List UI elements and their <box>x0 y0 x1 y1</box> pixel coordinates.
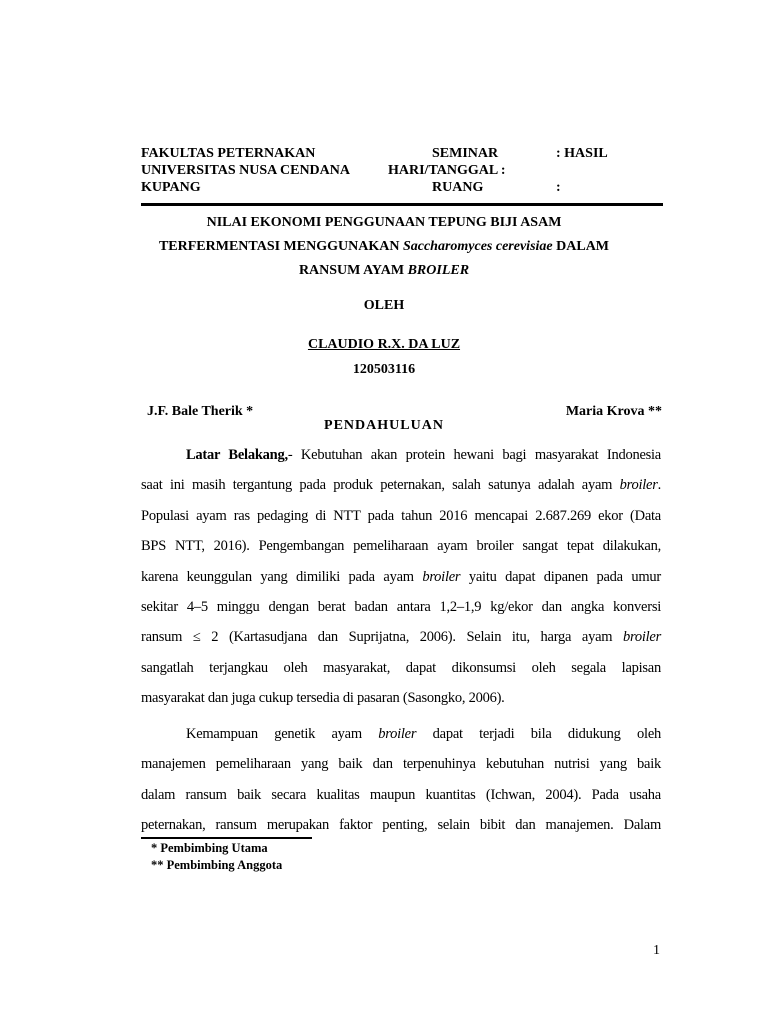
p2-line-4: peternakan, ransum merupakan faktor penting, selain bibit dan manajemen. Dalam <box>141 817 661 834</box>
p1-line-3: Populasi ayam ras pedaging di NTT pada tahun 2016 mencapai 2.687.269 ekor (Data <box>141 507 661 524</box>
p2-line-1 <box>141 719 661 749</box>
p2-line-1-end: dapat terjadi bila didukung oleh <box>416 726 662 742</box>
p1-line-5-end: yaitu dapat dipanen pada umur <box>460 568 661 585</box>
broiler-term: broiler <box>378 726 417 742</box>
title-line-3 <box>0 263 768 279</box>
p1-line-8: sangatlah terjangkau oleh masyarakat, dapat dikonsumsi oleh segala lapisan <box>141 659 661 676</box>
paragraph-2 <box>141 719 661 841</box>
date-label: HARI/TANGGAL : <box>388 163 506 178</box>
p1-line-5-text: karena keunggulan yang dimiliki pada ayam <box>141 568 423 585</box>
broiler-term: broiler <box>623 629 661 646</box>
title-line-1: NILAI EKONOMI PENGGUNAAN TEPUNG BIJI ASAM <box>206 215 562 230</box>
section-title: PENDAHULUAN <box>324 418 444 433</box>
p1-line-9: masyarakat dan juga cukup tersedia di pasaran (Sasongko, 2006). <box>141 690 505 707</box>
broiler-term: broiler <box>422 568 461 585</box>
p1-line-4: BPS NTT, 2016). Pengembangan pemeliharaan ayam broiler sangat tepat dilakukan, <box>141 538 661 555</box>
author-id: 120503116 <box>352 362 416 377</box>
title-line-2 <box>0 239 768 255</box>
p1-line-2-end: . <box>657 477 661 494</box>
p2-line-1-text: Kemampuan genetik ayam <box>186 726 379 742</box>
header-divider <box>141 203 663 206</box>
title-line-2-end: DALAM <box>552 239 610 254</box>
room-value: : <box>556 180 561 195</box>
p1-line-2 <box>141 470 661 500</box>
paragraph-1 <box>141 440 661 714</box>
p2-line-3: dalam ransum baik secara kualitas maupun kuantitas (Ichwan, 2004). Pada usaha <box>141 786 661 803</box>
main-supervisor: J.F. Bale Therik * <box>147 404 254 419</box>
author-name: CLAUDIO R.X. DA LUZ <box>307 337 461 352</box>
by-label: OLEH <box>363 298 405 313</box>
room-label: RUANG <box>432 180 484 195</box>
broiler-term: broiler <box>619 477 658 494</box>
footnote-member-supervisor: ** Pembimbing Anggota <box>151 858 283 872</box>
title-line-3-start: RANSUM AYAM <box>298 263 408 278</box>
city-name: KUPANG <box>141 180 201 195</box>
p1-line-5 <box>141 562 661 592</box>
p1-line-6: sekitar 4–5 minggu dengan berat badan antara 1,2–1,9 kg/ekor dan angka konversi <box>141 599 661 616</box>
p1-line-7 <box>141 622 661 652</box>
member-supervisor: Maria Krova ** <box>565 404 662 419</box>
p1-line-2-text: saat ini masih tergantung pada produk peternakan, salah satunya adalah ayam <box>141 477 620 494</box>
seminar-label: SEMINAR <box>432 146 499 161</box>
page-number: 1 <box>653 943 660 958</box>
p1-line-1 <box>141 440 661 470</box>
p1-line-7-text: ransum ≤ 2 (Kartasudjana dan Suprijatna, 2006). Selain itu, harga ayam <box>141 629 623 646</box>
lead-heading: Latar Belakang, <box>186 447 288 463</box>
university-name: UNIVERSITAS NUSA CENDANA <box>141 163 351 178</box>
title-broiler: BROILER <box>407 263 470 278</box>
title-line-2-start: TERFERMENTASI MENGGUNAKAN <box>158 239 403 254</box>
seminar-value: : HASIL <box>556 146 608 161</box>
p1-line-1-text: - Kebutuhan akan protein hewani bagi masyarakat Indonesia <box>287 447 661 463</box>
footnote-main-supervisor: * Pembimbing Utama <box>151 841 268 855</box>
faculty-name: FAKULTAS PETERNAKAN <box>141 146 316 161</box>
species-name: Saccharomyces cerevisiae <box>402 239 553 254</box>
footnote-divider <box>141 837 312 839</box>
p2-line-2: manajemen pemeliharaan yang baik dan terpenuhinya kebutuhan nutrisi yang baik <box>141 756 661 773</box>
